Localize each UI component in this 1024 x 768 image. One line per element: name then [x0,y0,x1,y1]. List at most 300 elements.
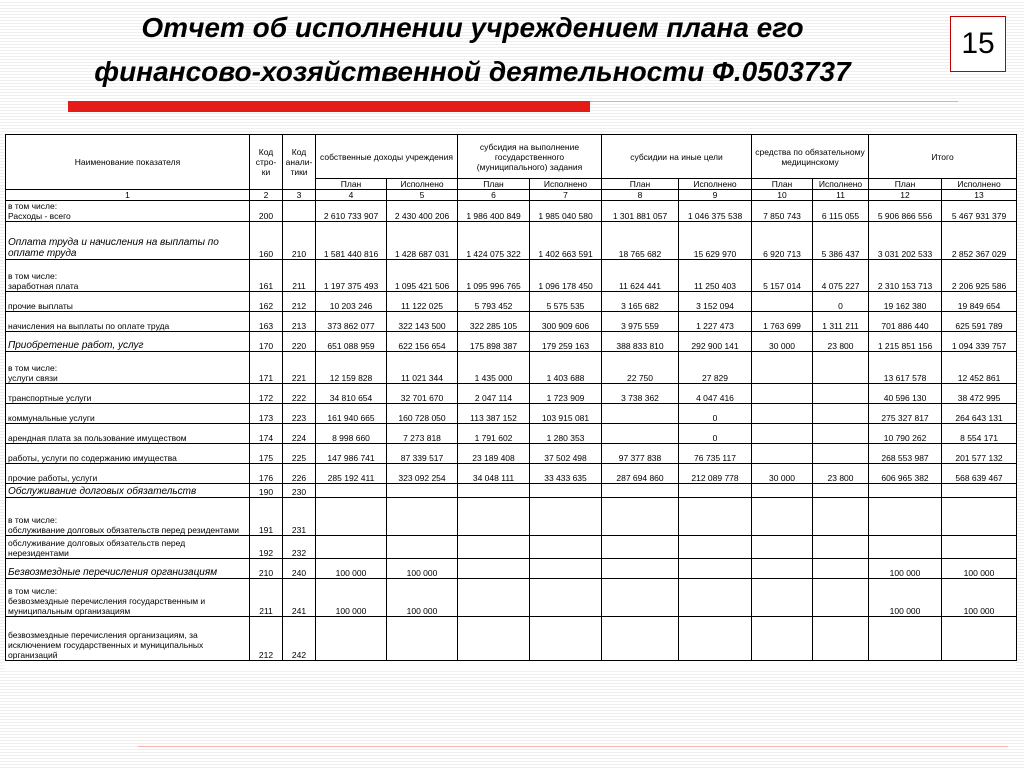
value-cell: 5 157 014 [752,260,813,292]
value-cell: 2 852 367 029 [942,222,1017,260]
value-cell: 30 000 [752,332,813,352]
row-code: 176 [250,464,283,484]
value-cell: 300 909 606 [530,312,602,332]
value-cell [752,292,813,312]
header-plan: План [316,179,387,190]
header-name: Наименование показателя [6,135,250,190]
value-cell [316,536,387,559]
value-cell: 161 940 665 [316,404,387,424]
column-number: 9 [679,190,752,201]
row-label: заработная плата [8,281,79,291]
table-row [6,292,1017,312]
row-label: прочие выплаты [8,301,73,311]
analytics-code: 220 [283,332,316,352]
analytics-code: 213 [283,312,316,332]
table-row [6,260,1017,292]
row-subtitle: в том числе: [8,363,58,373]
row-code: 170 [250,332,283,352]
header-done: Исполнено [942,179,1017,190]
table-row [6,201,1017,222]
row-name [6,352,250,384]
row-code: 175 [250,444,283,464]
row-name [6,260,250,292]
value-cell: 1 096 178 450 [530,260,602,292]
value-cell: 568 639 467 [942,464,1017,484]
value-cell: 100 000 [869,559,942,579]
value-cell: 1 046 375 538 [679,201,752,222]
value-cell: 1 986 400 849 [458,201,530,222]
value-cell: 179 259 163 [530,332,602,352]
value-cell [752,384,813,404]
value-cell: 5 575 535 [530,292,602,312]
value-cell [752,536,813,559]
value-cell: 5 386 437 [813,222,869,260]
value-cell: 23 800 [813,332,869,352]
column-number: 5 [387,190,458,201]
row-label: безвозмездные перечисления организациям, за исключением государственных и муниципальных организаций [8,630,204,660]
analytics-code: 222 [283,384,316,404]
value-cell: 1 403 688 [530,352,602,384]
row-label: обслуживание долговых обязательств перед резидентами [8,525,239,535]
value-cell [679,536,752,559]
value-cell: 160 728 050 [387,404,458,424]
value-cell [942,498,1017,536]
header-code-row: Код стро-ки [250,135,283,190]
row-label: обслуживание долговых обязательств перед нерезидентами [8,538,186,558]
value-cell: 1 435 000 [458,352,530,384]
value-cell [752,424,813,444]
row-code: 161 [250,260,283,292]
row-subtitle: в том числе: [8,586,58,596]
value-cell: 100 000 [942,559,1017,579]
table-row [6,617,1017,661]
value-cell: 322 285 105 [458,312,530,332]
value-cell: 292 900 141 [679,332,752,352]
value-cell [316,498,387,536]
value-cell: 1 095 421 506 [387,260,458,292]
analytics-code: 224 [283,424,316,444]
value-cell: 7 850 743 [752,201,813,222]
value-cell [530,484,602,498]
column-number: 8 [602,190,679,201]
value-cell: 38 472 995 [942,384,1017,404]
analytics-code: 223 [283,404,316,424]
value-cell [813,498,869,536]
column-number: 1 [6,190,250,201]
value-cell: 1 424 075 322 [458,222,530,260]
value-cell [752,484,813,498]
row-name [6,312,250,332]
value-cell: 1 301 881 057 [602,201,679,222]
header-group: средства по обязательному медицинскому [752,135,869,179]
value-cell [869,498,942,536]
analytics-code: 210 [283,222,316,260]
value-cell: 275 327 817 [869,404,942,424]
value-cell: 6 920 713 [752,222,813,260]
value-cell [458,498,530,536]
row-label: коммунальные услуги [8,413,95,423]
value-cell [813,579,869,617]
value-cell: 37 502 498 [530,444,602,464]
column-number: 6 [458,190,530,201]
value-cell: 606 965 382 [869,464,942,484]
analytics-code: 242 [283,617,316,661]
row-name [6,579,250,617]
value-cell: 212 089 778 [679,464,752,484]
value-cell: 0 [813,292,869,312]
title-underline-accent [68,101,590,112]
value-cell [752,579,813,617]
header-plan: План [869,179,942,190]
value-cell [316,617,387,661]
value-cell: 1 197 375 493 [316,260,387,292]
value-cell [458,536,530,559]
column-number: 11 [813,190,869,201]
row-code: 211 [250,579,283,617]
column-number: 3 [283,190,316,201]
value-cell [869,484,942,498]
row-name [6,444,250,464]
value-cell: 30 000 [752,464,813,484]
value-cell: 0 [679,404,752,424]
value-cell: 622 156 654 [387,332,458,352]
row-label: арендная плата за пользование имуществом [8,433,187,443]
value-cell: 19 162 380 [869,292,942,312]
value-cell [602,559,679,579]
analytics-code: 240 [283,559,316,579]
header-plan: План [602,179,679,190]
value-cell: 323 092 254 [387,464,458,484]
header-done: Исполнено [679,179,752,190]
column-number: 12 [869,190,942,201]
row-subtitle: в том числе: [8,201,58,211]
value-cell: 2 206 925 586 [942,260,1017,292]
table-row [6,464,1017,484]
value-cell [813,559,869,579]
value-cell: 10 790 262 [869,424,942,444]
value-cell [387,536,458,559]
value-cell: 147 986 741 [316,444,387,464]
value-cell: 287 694 860 [602,464,679,484]
value-cell: 175 898 387 [458,332,530,352]
row-name [6,292,250,312]
value-cell [602,484,679,498]
value-cell: 268 553 987 [869,444,942,464]
value-cell: 1 791 602 [458,424,530,444]
value-cell [679,617,752,661]
header-group: собственные доходы учреждения [316,135,458,179]
value-cell [752,444,813,464]
value-cell [679,579,752,617]
value-cell: 2 310 153 713 [869,260,942,292]
value-cell: 201 577 132 [942,444,1017,464]
analytics-code: 230 [283,484,316,498]
value-cell [530,498,602,536]
value-cell [813,404,869,424]
row-code: 160 [250,222,283,260]
value-cell: 76 735 117 [679,444,752,464]
table-row [6,579,1017,617]
analytics-code: 241 [283,579,316,617]
value-cell: 1 095 996 765 [458,260,530,292]
value-cell: 285 192 411 [316,464,387,484]
table-row [6,222,1017,260]
value-cell: 8 998 660 [316,424,387,444]
row-name [6,424,250,444]
row-label: безвозмездные перечисления государственным и муниципальным организациям [8,596,206,616]
value-cell [813,424,869,444]
value-cell: 388 833 810 [602,332,679,352]
row-code: 162 [250,292,283,312]
row-name [6,464,250,484]
row-name [6,384,250,404]
column-number: 7 [530,190,602,201]
value-cell [387,498,458,536]
value-cell: 87 339 517 [387,444,458,464]
value-cell: 5 793 452 [458,292,530,312]
analytics-code [283,201,316,222]
value-cell [458,617,530,661]
slide-title-line-2: финансово-хозяйственной деятельности Ф.0503737 [94,56,851,87]
row-name [6,498,250,536]
row-label: Расходы - всего [8,211,71,221]
report-table-container [5,134,1016,669]
value-cell [813,384,869,404]
row-label: прочие работы, услуги [8,473,98,483]
header-done: Исполнено [813,179,869,190]
table-row [6,484,1017,498]
value-cell: 100 000 [387,559,458,579]
value-cell [602,498,679,536]
value-cell: 1 402 663 591 [530,222,602,260]
row-code: 163 [250,312,283,332]
value-cell: 33 433 635 [530,464,602,484]
column-number: 10 [752,190,813,201]
value-cell: 11 122 025 [387,292,458,312]
row-name [6,536,250,559]
value-cell [458,579,530,617]
analytics-code: 225 [283,444,316,464]
value-cell [679,484,752,498]
row-label: начисления на выплаты по оплате труда [8,321,170,331]
value-cell: 1 985 040 580 [530,201,602,222]
table-row [6,352,1017,384]
value-cell [602,424,679,444]
value-cell: 5 467 931 379 [942,201,1017,222]
row-label: Приобретение работ, услуг [8,340,144,351]
analytics-code: 221 [283,352,316,384]
row-label: Безвозмездные перечисления организациям [8,567,218,578]
value-cell: 15 629 970 [679,222,752,260]
value-cell: 2 610 733 907 [316,201,387,222]
row-code: 212 [250,617,283,661]
value-cell [942,484,1017,498]
value-cell: 1 428 687 031 [387,222,458,260]
table-row [6,332,1017,352]
value-cell: 3 152 094 [679,292,752,312]
slide-title-line-1: Отчет об исполнении учреждением плана его [141,12,804,43]
value-cell: 2 047 114 [458,384,530,404]
column-number: 13 [942,190,1017,201]
value-cell: 2 430 400 206 [387,201,458,222]
value-cell [530,559,602,579]
row-label: Обслуживание долговых обязательств [8,486,197,497]
value-cell: 1 581 440 816 [316,222,387,260]
value-cell: 1 280 353 [530,424,602,444]
value-cell: 23 189 408 [458,444,530,464]
value-cell [316,484,387,498]
value-cell [679,498,752,536]
row-code: 192 [250,536,283,559]
value-cell: 11 250 403 [679,260,752,292]
column-number-row [6,190,1017,201]
table-row [6,404,1017,424]
value-cell [602,617,679,661]
value-cell [752,352,813,384]
value-cell: 40 596 130 [869,384,942,404]
header-group: субсидии на иные цели [602,135,752,179]
row-code: 172 [250,384,283,404]
value-cell: 1 763 699 [752,312,813,332]
value-cell: 0 [679,424,752,444]
value-cell: 27 829 [679,352,752,384]
row-name [6,332,250,352]
value-cell [752,498,813,536]
value-cell: 3 031 202 533 [869,222,942,260]
value-cell [752,404,813,424]
value-cell: 322 143 500 [387,312,458,332]
value-cell: 701 886 440 [869,312,942,332]
value-cell [813,352,869,384]
row-code: 171 [250,352,283,384]
table-row [6,498,1017,536]
value-cell: 7 273 818 [387,424,458,444]
header-plan: План [752,179,813,190]
value-cell [602,536,679,559]
value-cell: 3 975 559 [602,312,679,332]
value-cell [813,536,869,559]
row-name [6,559,250,579]
value-cell: 34 048 111 [458,464,530,484]
value-cell [813,617,869,661]
value-cell: 10 203 246 [316,292,387,312]
report-body [6,201,1017,661]
value-cell: 373 862 077 [316,312,387,332]
value-cell: 1 094 339 757 [942,332,1017,352]
row-code: 200 [250,201,283,222]
slide-title [0,6,945,94]
value-cell: 1 723 909 [530,384,602,404]
value-cell: 1 311 211 [813,312,869,332]
value-cell: 3 738 362 [602,384,679,404]
column-number: 2 [250,190,283,201]
value-cell: 6 115 055 [813,201,869,222]
value-cell: 19 849 654 [942,292,1017,312]
value-cell: 11 021 344 [387,352,458,384]
row-name [6,201,250,222]
row-name [6,617,250,661]
value-cell [387,617,458,661]
analytics-code: 211 [283,260,316,292]
value-cell [679,559,752,579]
value-cell: 34 810 654 [316,384,387,404]
header-plan: План [458,179,530,190]
table-row [6,424,1017,444]
value-cell: 22 750 [602,352,679,384]
footer-line [138,746,1008,747]
table-row [6,384,1017,404]
column-number: 4 [316,190,387,201]
row-code: 210 [250,559,283,579]
value-cell: 100 000 [869,579,942,617]
value-cell: 97 377 838 [602,444,679,464]
value-cell: 103 915 081 [530,404,602,424]
value-cell [602,404,679,424]
table-row [6,536,1017,559]
analytics-code: 231 [283,498,316,536]
header-group: субсидия на выполнение государственного (муниципального) задания [458,135,602,179]
row-code: 191 [250,498,283,536]
value-cell: 12 159 828 [316,352,387,384]
row-code: 173 [250,404,283,424]
value-cell: 1 227 473 [679,312,752,332]
value-cell [458,484,530,498]
value-cell: 4 075 227 [813,260,869,292]
value-cell: 100 000 [316,559,387,579]
row-subtitle: в том числе: [8,271,58,281]
value-cell [752,559,813,579]
value-cell [530,617,602,661]
value-cell [869,617,942,661]
value-cell: 11 624 441 [602,260,679,292]
value-cell [869,536,942,559]
value-cell: 32 701 670 [387,384,458,404]
row-code: 190 [250,484,283,498]
header-done: Исполнено [387,179,458,190]
value-cell: 4 047 416 [679,384,752,404]
table-row [6,312,1017,332]
value-cell: 100 000 [942,579,1017,617]
value-cell: 5 906 866 556 [869,201,942,222]
row-code: 174 [250,424,283,444]
row-label: услуги связи [8,373,58,383]
value-cell [813,484,869,498]
table-row [6,559,1017,579]
value-cell: 1 215 851 156 [869,332,942,352]
row-label: работы, услуги по содержанию имущества [8,453,177,463]
row-name [6,222,250,260]
value-cell [752,617,813,661]
value-cell [813,444,869,464]
row-subtitle: в том числе: [8,515,58,525]
value-cell: 3 165 682 [602,292,679,312]
value-cell: 625 591 789 [942,312,1017,332]
value-cell: 264 643 131 [942,404,1017,424]
row-label: Оплата труда и начисления на выплаты по оплате труда [8,237,219,259]
value-cell: 100 000 [387,579,458,617]
value-cell [530,579,602,617]
value-cell [530,536,602,559]
value-cell: 113 387 152 [458,404,530,424]
value-cell [942,536,1017,559]
header-group: Итого [869,135,1017,179]
page-number: 15 [950,16,1006,72]
header-done: Исполнено [530,179,602,190]
table-row [6,444,1017,464]
value-cell: 18 765 682 [602,222,679,260]
row-label: транспортные услуги [8,393,92,403]
row-name [6,484,250,498]
